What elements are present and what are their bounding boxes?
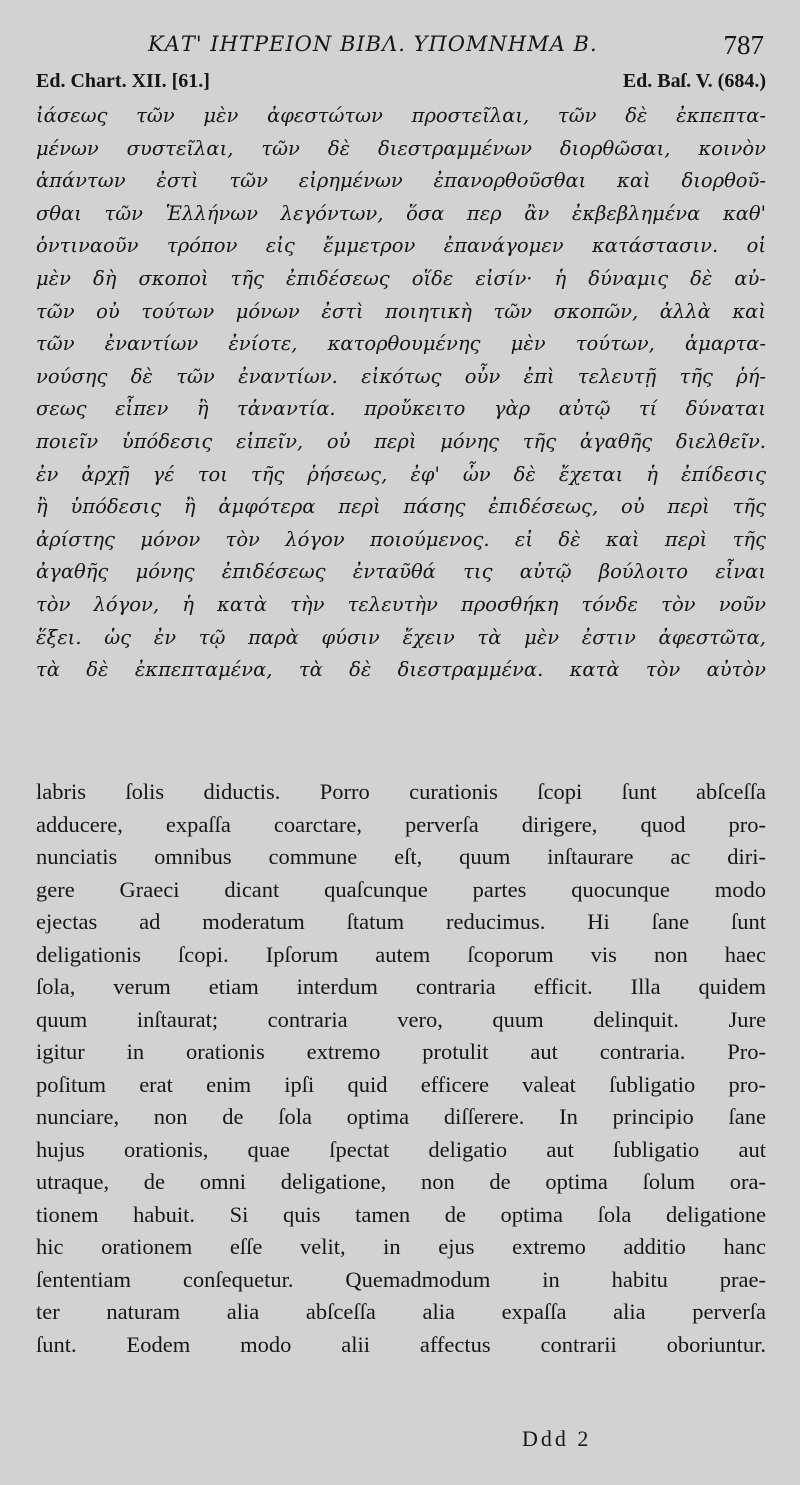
- greek-line: ἰάσεως τῶν μὲν ἀφεστώτων προστεῖλαι, τῶν δὲ ἐκπεπτα-: [36, 104, 766, 127]
- latin-line: gere Graeci dicant quaſcunque partes quocunque modo: [36, 876, 766, 902]
- latin-line: labris ſolis diductis. Porro curationis ſcopi ſunt abſceſſa: [36, 779, 766, 804]
- running-title: ΚΑΤ' ΙΗΤΡΕΙΟΝ ΒΙΒΛ. ΥΠΟΜΝΗΜΑ Β.: [148, 32, 598, 56]
- greek-line: ἁπάντων ἐστὶ τῶν εἰρημένων ἐπανορθοῦσθαι καὶ διορθοῦ-: [36, 169, 766, 193]
- edition-chart: Ed. Chart. XII. [61.]: [36, 70, 210, 92]
- latin-line: deligationis ſcopi. Ipſorum autem ſcoporum vis non haec: [36, 941, 766, 967]
- latin-line: nunciatis omnibus commune eſt, quum inſtaurare ac diri-: [36, 844, 766, 869]
- latin-line: poſitum erat enim ipſi quid efficere valeat ſubligatio pro-: [36, 1071, 766, 1097]
- greek-line: μένων συστεῖλαι, τῶν δὲ διεστραμμένων διορθῶσαι, κοινὸν: [36, 136, 766, 160]
- greek-line: ἢ ὑπόδεσις ἢ ἀμφότερα περὶ πάσης ἐπιδέσεως, οὐ περὶ τῆς: [36, 495, 766, 519]
- greek-line: ἀγαθῆς μόνης ἐπιδέσεως ἐνταῦθά τις αὐτῷ βούλοιτο εἶναι: [36, 560, 766, 584]
- latin-line: adducere, expaſſa coarctare, perverſa dirigere, quod pro-: [36, 811, 766, 837]
- latin-line: hujus orationis, quae ſpectat deligatio aut ſubligatio aut: [36, 1136, 766, 1162]
- latin-line: ſunt. Eodem modo alii affectus contrarii oboriuntur.: [36, 1331, 766, 1357]
- greek-line: μὲν δὴ σκοποὶ τῆς ἐπιδέσεως οἵδε εἰσίν· ἡ δύναμις δὲ αὐ-: [36, 266, 766, 290]
- page-number: 787: [723, 30, 764, 60]
- greek-text-block: [36, 100, 766, 687]
- edition-basel: Ed. Baſ. V. (684.): [622, 70, 766, 92]
- greek-line: ἐν ἀρχῇ γέ τοι τῆς ῥήσεως, ἐφ' ὧν δὲ ἔχεται ἡ ἐπίδεσις: [36, 462, 766, 486]
- latin-line: ſola, verum etiam interdum contraria efficit. Illa quidem: [36, 974, 766, 999]
- edition-line: [36, 70, 766, 98]
- latin-line: quum inſtaurat; contraria vero, quum delinquit. Jure: [36, 1006, 766, 1032]
- latin-line: utraque, de omni deligatione, non de optima ſolum ora-: [36, 1169, 766, 1194]
- greek-line: ὁντιναοῦν τρόπον εἰς ἔμμετρον ἐπανάγομεν κατάστασιν. οἱ: [36, 234, 766, 258]
- greek-line: τὰ δὲ ἐκπεπταμένα, τὰ δὲ διεστραμμένα. κατὰ τὸν αὐτὸν: [36, 658, 766, 682]
- latin-line: tionem habuit. Si quis tamen de optima ſola deligatione: [36, 1201, 766, 1227]
- latin-line: nunciare, non de ſola optima diſſerere. In principio ſane: [36, 1104, 766, 1129]
- latin-text-block: [36, 776, 766, 1361]
- latin-line: hic orationem eſſe velit, in ejus extremo additio hanc: [36, 1234, 766, 1259]
- greek-line: νούσης δὲ τῶν ἐναντίων. εἰκότως οὖν ἐπὶ τελευτῇ τῆς ῥή-: [36, 364, 766, 388]
- greek-line: τὸν λόγον, ἡ κατὰ τὴν τελευτὴν προσθήκη τόνδε τὸν νοῦν: [36, 592, 766, 616]
- signature-mark: Ddd 2: [522, 1426, 592, 1451]
- latin-line: ter naturam alia abſceſſa alia expaſſa alia perverſa: [36, 1299, 766, 1324]
- running-head: [0, 26, 800, 66]
- latin-line: ſententiam conſequetur. Quemadmodum in habitu prae-: [36, 1266, 766, 1292]
- greek-line: ποιεῖν ὑπόδεσις εἰπεῖν, οὐ περὶ μόνης τῆς ἀγαθῆς διελθεῖν.: [36, 429, 766, 453]
- latin-line: ejectas ad moderatum ſtatum reducimus. Hi ſane ſunt: [36, 909, 766, 934]
- greek-line: τῶν οὐ τούτων μόνων ἐστὶ ποιητικὴ τῶν σκοπῶν, ἀλλὰ καὶ: [36, 299, 766, 323]
- latin-line: igitur in orationis extremo protulit aut contraria. Pro-: [36, 1039, 766, 1064]
- greek-line: σεως εἶπεν ἢ τἀναντία. προὔκειτο γὰρ αὐτῷ τί δύναται: [36, 397, 766, 421]
- greek-line: τῶν ἐναντίων ἐνίοτε, κατορθουμένης μὲν τούτων, ἁμαρτα-: [36, 332, 766, 356]
- greek-line: ἀρίστης μόνον τὸν λόγον ποιούμενος. εἰ δὲ καὶ περὶ τῆς: [36, 527, 766, 551]
- greek-line: σθαι τῶν Ἑλλήνων λεγόντων, ὅσα περ ἂν ἐκβεβλημένα καθ': [36, 201, 766, 225]
- greek-line: ἕξει. ὡς ἐν τῷ παρὰ φύσιν ἔχειν τὰ μὲν ἐστιν ἀφεστῶτα,: [36, 625, 766, 649]
